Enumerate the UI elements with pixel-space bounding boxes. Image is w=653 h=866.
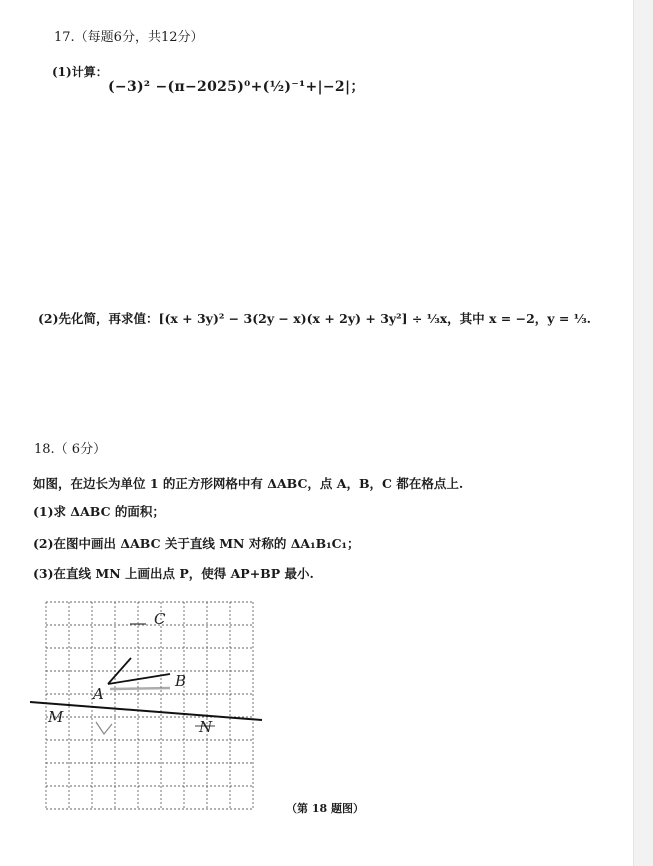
segment-ab-faint [110, 688, 170, 689]
label-a: A [93, 685, 104, 703]
question-18-sub1: (1)求 ΔABC 的面积； [33, 504, 165, 519]
question-18-description: 如图，在边长为单位 1 的正方形网格中有 ΔABC，点 A，B，C 都在格点上. [33, 476, 464, 491]
question-17-part1-expression: (−3)² −(π−2025)⁰+(½)⁻¹+|−2|； [108, 79, 365, 95]
vertical-scrollbar[interactable] [633, 0, 653, 866]
question-18-sub2: (2)在图中画出 ΔABC 关于直线 MN 对称的 ΔA₁B₁C₁； [33, 536, 360, 551]
question-18-sub3: (3)在直线 MN 上画出点 P，使得 AP+BP 最小. [33, 566, 314, 581]
question-17-part1-label: (1)计算： [52, 65, 108, 79]
label-n: N [199, 718, 213, 736]
question-17-part2: (2)先化简，再求值：[(x + 3y)² − 3(2y − x)(x + 2y) + 3y²] ÷ ⅓x，其中 x = −2，y = ⅓. [38, 311, 592, 326]
grid-figure [30, 594, 270, 810]
label-m: M [48, 708, 64, 726]
question-18-title: 18.（ 6分） [34, 442, 107, 457]
label-b: B [175, 672, 187, 690]
question-17-title: 17.（每题6分，共12分） [54, 30, 204, 45]
label-c: C [154, 610, 166, 628]
figure-caption: （第 18 题图） [286, 802, 364, 815]
pencil-mark [96, 722, 112, 734]
